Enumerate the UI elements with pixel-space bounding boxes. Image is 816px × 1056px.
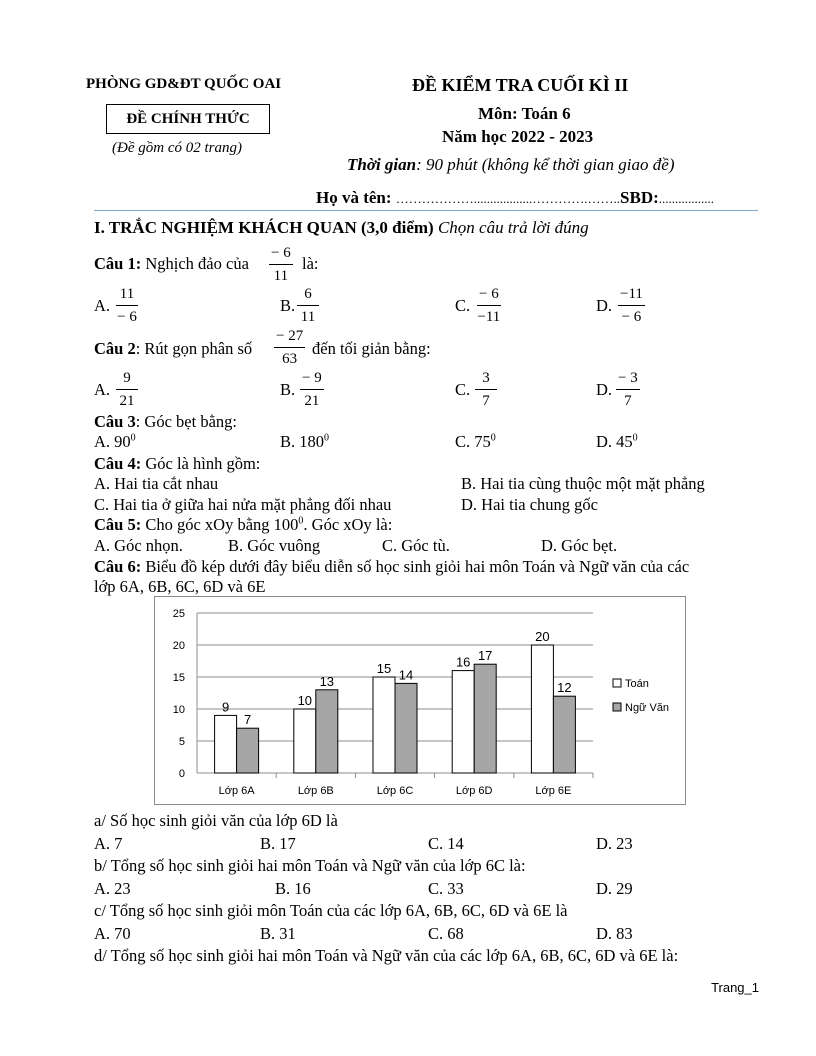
legend-label: Ngữ Văn	[625, 702, 670, 714]
q6a-option-b[interactable]: B. 17	[260, 834, 296, 853]
data-label: 12	[557, 680, 572, 696]
exam-title: ĐỀ KIỂM TRA CUỐI KÌ II	[412, 75, 629, 95]
time-label: Thời gian	[347, 155, 417, 174]
q5-option-d[interactable]: D. Góc bẹt.	[541, 536, 618, 555]
frac-num: 11	[116, 287, 138, 306]
q6c-option-b[interactable]: B. 31	[260, 924, 296, 943]
q2-label: Câu 2	[94, 339, 136, 358]
degree-sup: 0	[490, 432, 496, 444]
q1-option-b-fraction	[297, 287, 319, 325]
q6c-option-d[interactable]: D. 83	[596, 924, 633, 943]
q1-option-a-letter[interactable]: A.	[94, 296, 111, 315]
time-text: : 90 phút (không kể thời gian giao đề)	[416, 155, 675, 174]
frac-den: 21	[304, 393, 320, 409]
q5-text-tail: . Góc xOy là:	[303, 515, 393, 534]
frac-num: − 6	[477, 287, 501, 306]
degree-sup: 0	[632, 432, 638, 444]
q4-option-c[interactable]: C. Hai tia ở giữa hai nửa mặt phẳng đối nhau	[94, 495, 392, 514]
q3-stem	[94, 412, 237, 432]
x-tick-label: Lớp 6A	[218, 785, 255, 797]
bar-chart-svg	[155, 597, 685, 804]
page-number: Trang_1	[711, 980, 759, 995]
q1-option-c-letter[interactable]: C.	[455, 296, 471, 315]
data-label: 10	[297, 693, 313, 708]
q6a-option-d[interactable]: D. 23	[596, 834, 633, 853]
q1-option-c-fraction	[477, 287, 501, 325]
q2-option-c-fraction	[475, 371, 497, 409]
bar-ngu-van	[553, 696, 575, 773]
frac-num: −11	[618, 287, 645, 306]
q2-option-d-fraction	[616, 371, 640, 409]
q6a-option-c[interactable]: C. 14	[428, 834, 464, 853]
option-text: A. 90	[94, 432, 131, 451]
frac-num: 9	[116, 371, 138, 390]
q1-option-d-letter[interactable]: D.	[596, 296, 613, 315]
legend-swatch	[613, 679, 621, 687]
q4-option-b[interactable]: B. Hai tia cùng thuộc một mặt phẳng	[461, 474, 705, 493]
frac-den: − 6	[117, 309, 137, 325]
frac-den: −11	[477, 309, 501, 325]
section-heading: I. TRẮC NGHIỆM KHÁCH QUAN (3,0 điểm)	[94, 218, 434, 237]
q1-frac-den: 11	[273, 268, 289, 284]
q1-label: Câu 1:	[94, 254, 142, 273]
q2-frac-num: − 27	[274, 329, 305, 348]
q2-text: : Rút gọn phân số	[135, 339, 253, 358]
bar-toan	[215, 715, 237, 773]
q6-label: Câu 6:	[94, 557, 142, 576]
q6b-text: b/ Tổng số học sinh giỏi hai môn Toán và Ngữ văn của lớp 6C là:	[94, 856, 526, 875]
q2-option-d-letter[interactable]: D.	[596, 380, 613, 399]
school-year: Năm học 2022 - 2023	[442, 127, 594, 146]
q6-text-line2: lớp 6A, 6B, 6C, 6D và 6E	[94, 577, 266, 596]
data-label: 9	[221, 699, 230, 715]
q5-option-b[interactable]: B. Góc vuông	[228, 536, 321, 555]
q5-text: Cho góc xOy bằng 100	[145, 515, 299, 534]
q6b-option-c[interactable]: C. 33	[428, 879, 464, 898]
department: PHÒNG GD&ĐT QUỐC OAI	[86, 76, 282, 92]
x-tick-label: Lớp 6C	[376, 785, 414, 797]
q3-option-a[interactable]	[94, 432, 136, 452]
y-tick-label: 0	[178, 768, 185, 780]
q2-option-a-fraction	[116, 371, 138, 409]
header-divider	[94, 210, 758, 211]
q5-label: Câu 5:	[94, 515, 142, 534]
q6c-option-a[interactable]: A. 70	[94, 924, 131, 943]
q2-option-a-letter[interactable]: A.	[94, 380, 111, 399]
frac-den: 7	[624, 393, 632, 409]
frac-den: − 6	[621, 309, 642, 325]
q3-option-d[interactable]	[596, 432, 638, 452]
q6a-option-a[interactable]: A. 7	[94, 834, 123, 853]
x-tick-label: Lớp 6B	[297, 785, 334, 797]
q4-text: Góc là hình gồm:	[145, 454, 261, 473]
frac-den: 11	[300, 309, 316, 325]
y-tick-label: 10	[172, 704, 185, 716]
q6c-text: c/ Tổng số học sinh giỏi môn Toán của các lớp 6A, 6B, 6C, 6D và 6E là	[94, 901, 568, 920]
pages-note: (Đề gồm có 02 trang)	[112, 140, 242, 156]
q6b-option-a[interactable]: A. 23	[94, 879, 131, 898]
bar-chart	[154, 596, 686, 805]
student-info-line	[316, 188, 714, 208]
section-instruction: Chọn câu trả lời đúng	[437, 218, 589, 237]
q6b-option-b[interactable]: B. 16	[275, 879, 311, 898]
bar-ngu-van	[316, 690, 338, 773]
x-tick-label: Lớp 6D	[455, 785, 493, 797]
y-tick-label: 25	[172, 608, 185, 620]
option-text: B. 180	[280, 432, 325, 451]
q4-label: Câu 4:	[94, 454, 142, 473]
official-label: ĐỀ CHÍNH THỨC	[106, 104, 270, 134]
q1-tail: là:	[302, 254, 319, 273]
q2-frac-den: 63	[282, 351, 298, 367]
q3-label: Câu 3	[94, 412, 136, 431]
degree-sup: 0	[298, 515, 304, 527]
legend-swatch	[613, 703, 621, 711]
frac-den: 7	[482, 393, 490, 409]
frac-num: − 3	[616, 371, 640, 390]
bar-toan	[452, 671, 474, 773]
sbd-field: .................	[658, 191, 715, 206]
y-tick-label: 15	[172, 672, 185, 684]
bar-toan	[373, 677, 395, 773]
q6-text: Biểu đồ kép dưới đây biểu diễn số học sinh giỏi hai môn Toán và Ngữ văn của các	[145, 557, 690, 576]
data-label: 15	[376, 661, 392, 676]
q2-option-b-letter[interactable]: B.	[280, 380, 296, 399]
q3-option-c[interactable]	[455, 432, 496, 452]
legend-label: Toán	[625, 678, 649, 690]
q1-option-b-letter[interactable]: B.	[280, 296, 296, 315]
section-title	[94, 218, 589, 238]
q6d-text: d/ Tổng số học sinh giỏi hai môn Toán và Ngữ văn của các lớp 6A, 6B, 6C, 6D và 6E là:	[94, 946, 679, 965]
frac-num: 3	[475, 371, 497, 390]
frac-num: 6	[297, 287, 319, 306]
name-label: Họ và tên:	[316, 188, 392, 207]
q3-option-b[interactable]	[280, 432, 329, 452]
q6-stem	[94, 557, 689, 577]
data-label: 13	[319, 673, 335, 689]
q4-option-d[interactable]: D. Hai tia chung gốc	[461, 495, 599, 514]
sbd-label: SBD:	[620, 188, 659, 207]
data-label: 14	[398, 667, 414, 683]
frac-den: 21	[119, 393, 135, 409]
q1-option-d-fraction	[618, 287, 645, 325]
data-label: 20	[535, 629, 550, 644]
q5-stem	[94, 515, 392, 535]
q2-option-b-fraction	[300, 371, 324, 409]
q2-option-c-letter[interactable]: C.	[455, 380, 471, 399]
degree-sup: 0	[130, 432, 136, 444]
x-tick-label: Lớp 6E	[535, 785, 572, 797]
q1-frac-num: − 6	[269, 246, 293, 265]
q4-option-a[interactable]: A. Hai tia cắt nhau	[94, 474, 219, 493]
q4-stem	[94, 454, 260, 474]
degree-sup: 0	[324, 432, 330, 444]
q2-fraction	[274, 329, 305, 367]
bar-ngu-van	[474, 664, 496, 773]
data-label: 16	[455, 654, 471, 670]
q6c-option-c[interactable]: C. 68	[428, 924, 464, 943]
y-tick-label: 5	[178, 736, 185, 748]
data-label: 7	[243, 712, 252, 728]
subject: Môn: Toán 6	[478, 104, 571, 123]
q5-option-a[interactable]: A. Góc nhọn.	[94, 536, 183, 555]
bar-ngu-van	[395, 683, 417, 773]
frac-num: − 9	[300, 371, 324, 390]
q1-text: Nghịch đảo của	[145, 254, 249, 273]
bar-ngu-van	[237, 728, 259, 773]
q6a-text: a/ Số học sinh giỏi văn của lớp 6D là	[94, 811, 338, 830]
y-tick-label: 20	[172, 640, 185, 652]
option-text: C. 75	[455, 432, 491, 451]
data-label: 17	[477, 648, 493, 664]
bar-toan	[294, 709, 316, 773]
q2-tail: đến tối giản bằng:	[312, 339, 431, 358]
exam-time	[347, 155, 674, 175]
q1-option-a-fraction	[116, 287, 138, 325]
bar-toan	[531, 645, 553, 773]
q3-text: : Góc bẹt bằng:	[135, 412, 237, 431]
q5-option-c[interactable]: C. Góc tù.	[382, 536, 450, 555]
q1-fraction	[269, 246, 293, 284]
q2-stem	[94, 339, 252, 359]
q6b-option-d[interactable]: D. 29	[596, 879, 633, 898]
name-field: ………………..................………….……..	[395, 191, 621, 206]
option-text: D. 45	[596, 432, 633, 451]
q1-stem	[94, 254, 249, 274]
